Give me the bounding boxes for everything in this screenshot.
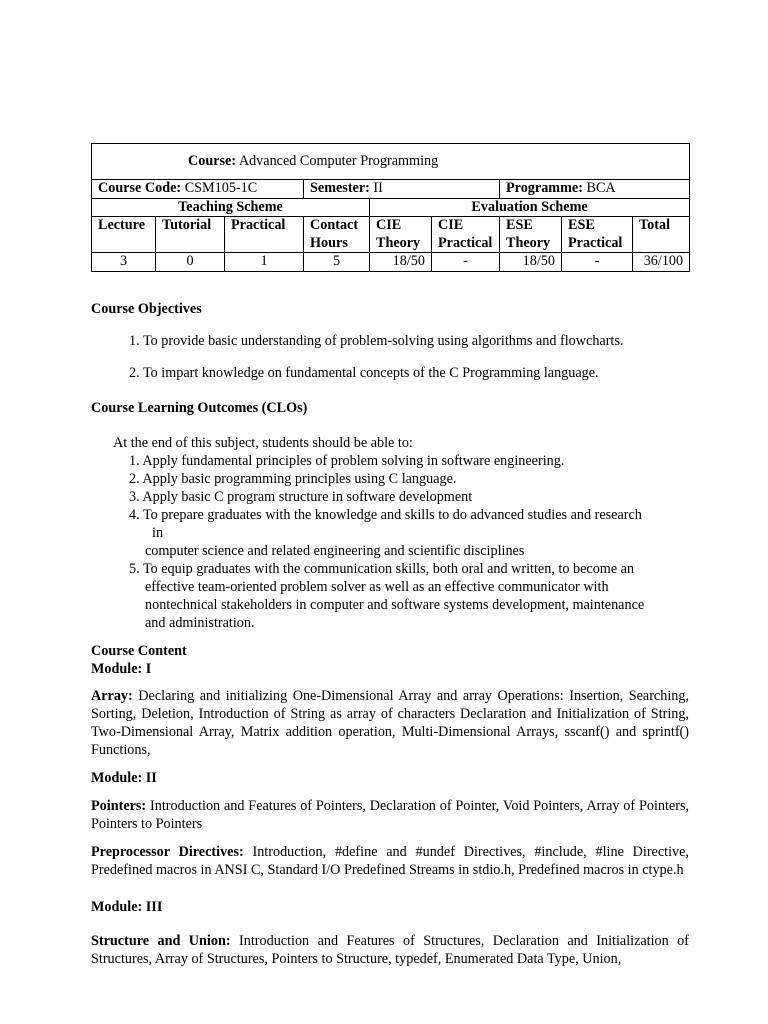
clo-text-line: nontechnical stakeholders in computer and software systems development, maintenance [145, 596, 645, 613]
course-code-row [92, 180, 690, 199]
module-3-structure-paragraph [91, 932, 689, 968]
header-contact-line2: Hours [310, 234, 348, 251]
header-practical: Practical [225, 217, 304, 253]
module-3-title: Module: III [91, 898, 163, 915]
clo-number: 4. [129, 506, 140, 523]
clo-text: To prepare graduates with the knowledge and skills to do advanced studies and research [142, 506, 642, 523]
value-practical: 1 [225, 253, 304, 272]
syllabus-page [91, 143, 689, 968]
clo-item [91, 488, 689, 506]
evaluation-scheme-header: Evaluation Scheme [370, 198, 690, 217]
clo-text: Apply fundamental principles of problem solving in software engineering. [142, 452, 565, 469]
semester-label: Semester: [310, 180, 370, 196]
teaching-scheme-header: Teaching Scheme [92, 198, 370, 217]
value-ese-theory: 18/50 [500, 253, 562, 272]
course-code-value: CSM105-1C [184, 180, 258, 196]
value-total: 36/100 [633, 253, 690, 272]
clo-item [91, 470, 689, 488]
objective-item [91, 332, 689, 350]
header-lecture: Lecture [92, 217, 156, 253]
clo-text: To equip graduates with the communication skills, both oral and written, to become an [142, 560, 635, 577]
structure-text: Introduction and Features of Structures, Declaration and Initialization of Structures, Array of Structures, Pointers to Structure, typedef, Enumerated Data Type, Union, [91, 932, 689, 967]
value-cie-theory: 18/50 [370, 253, 432, 272]
clo-item [91, 452, 689, 470]
clo-number: 1. [129, 452, 140, 469]
header-ese-theory-line1: ESE [506, 217, 533, 233]
clo-text: Apply basic C program structure in software development [142, 488, 473, 505]
objective-number: 2. [129, 364, 140, 381]
course-label: Course: [188, 152, 237, 169]
objectives-heading: Course Objectives [91, 300, 202, 317]
semester-value: II [373, 180, 383, 196]
module-2-pointers-paragraph [91, 797, 689, 833]
course-title-row [92, 144, 690, 180]
objective-text: To impart knowledge on fundamental concepts of the C Programming language. [142, 364, 599, 381]
content-heading: Course Content [91, 642, 187, 659]
header-contact-hours [304, 217, 370, 253]
objective-text: To provide basic understanding of problem-solving using algorithms and flowcharts. [142, 332, 624, 349]
array-label: Array: [91, 687, 133, 704]
module-1-array-paragraph [91, 687, 689, 759]
clos-intro: At the end of this subject, students should be able to: [113, 434, 413, 451]
clo-item [91, 506, 689, 524]
value-tutorial: 0 [156, 253, 225, 272]
value-ese-practical: - [562, 253, 633, 272]
header-cie-practical-line1: CIE [438, 217, 464, 233]
header-ese-theory-line2: Theory [506, 234, 551, 251]
clo-text-line: in [152, 524, 164, 541]
course-name: Advanced Computer Programming [238, 152, 439, 169]
clo-text-line: and administration. [145, 614, 255, 631]
pointers-label: Pointers: [91, 797, 147, 814]
column-header-row [92, 217, 690, 253]
value-lecture: 3 [92, 253, 156, 272]
header-ese-practical [562, 217, 633, 253]
objective-item [91, 364, 689, 382]
header-cie-theory-line2: Theory [376, 234, 421, 251]
clos-heading: Course Learning Outcomes (CLOs) [91, 399, 308, 416]
header-tutorial: Tutorial [156, 217, 225, 253]
preprocessor-text: Introduction, #define and #undef Directives, #include, #line Directive, Predefined macros in ANSI C, Standard I/O Predefined Streams in stdio.h, Predefined macros in ctype.h [91, 843, 689, 878]
values-row [92, 253, 690, 272]
module-1-title: Module: I [91, 660, 152, 677]
header-cie-practical [432, 217, 500, 253]
header-cie-theory [370, 217, 432, 253]
clo-text-line: computer science and related engineering and scientific disciplines [145, 542, 525, 559]
programme-label: Programme: [506, 180, 583, 196]
header-ese-practical-line2: Practical [568, 234, 623, 251]
course-code-label: Course Code: [98, 180, 182, 196]
header-cie-practical-line2: Practical [438, 234, 493, 251]
module-2-preprocessor-paragraph [91, 843, 689, 879]
clo-text: Apply basic programming principles using C language. [142, 470, 457, 487]
module-2-title: Module: II [91, 769, 157, 786]
header-cie-theory-line1: CIE [376, 217, 402, 233]
header-total: Total [633, 217, 690, 253]
value-cie-practical: - [432, 253, 500, 272]
clo-item [91, 560, 689, 578]
header-contact-line1: Contact [310, 217, 359, 233]
array-text: Declaring and initializing One-Dimensional Array and array Operations: Insertion, Searching, Sorting, Deletion, Introduction of String as array of characters Declaration and Initialization of String, Two-Dimensional Array, Matrix addition operation, Multi-Dimensional Arrays, sscanf() and sprintf() Functions, [91, 687, 689, 758]
clo-number: 3. [129, 488, 140, 505]
scheme-header-row [92, 198, 690, 217]
clo-number: 2. [129, 470, 140, 487]
clo-text-line: effective team-oriented problem solver as well as an effective communicator with [145, 578, 609, 595]
structure-label: Structure and Union: [91, 932, 231, 949]
pointers-text: Introduction and Features of Pointers, Declaration of Pointer, Void Pointers, Array of Pointers, Pointers to Pointers [91, 797, 690, 832]
programme-value: BCA [586, 180, 616, 196]
preprocessor-label: Preprocessor Directives: [91, 843, 244, 860]
objective-number: 1. [129, 332, 140, 349]
header-ese-practical-line1: ESE [568, 217, 595, 233]
clos-list [91, 434, 689, 632]
header-ese-theory [500, 217, 562, 253]
clo-number: 5. [129, 560, 140, 577]
course-info-table [91, 143, 690, 272]
value-contact-hours: 5 [304, 253, 370, 272]
